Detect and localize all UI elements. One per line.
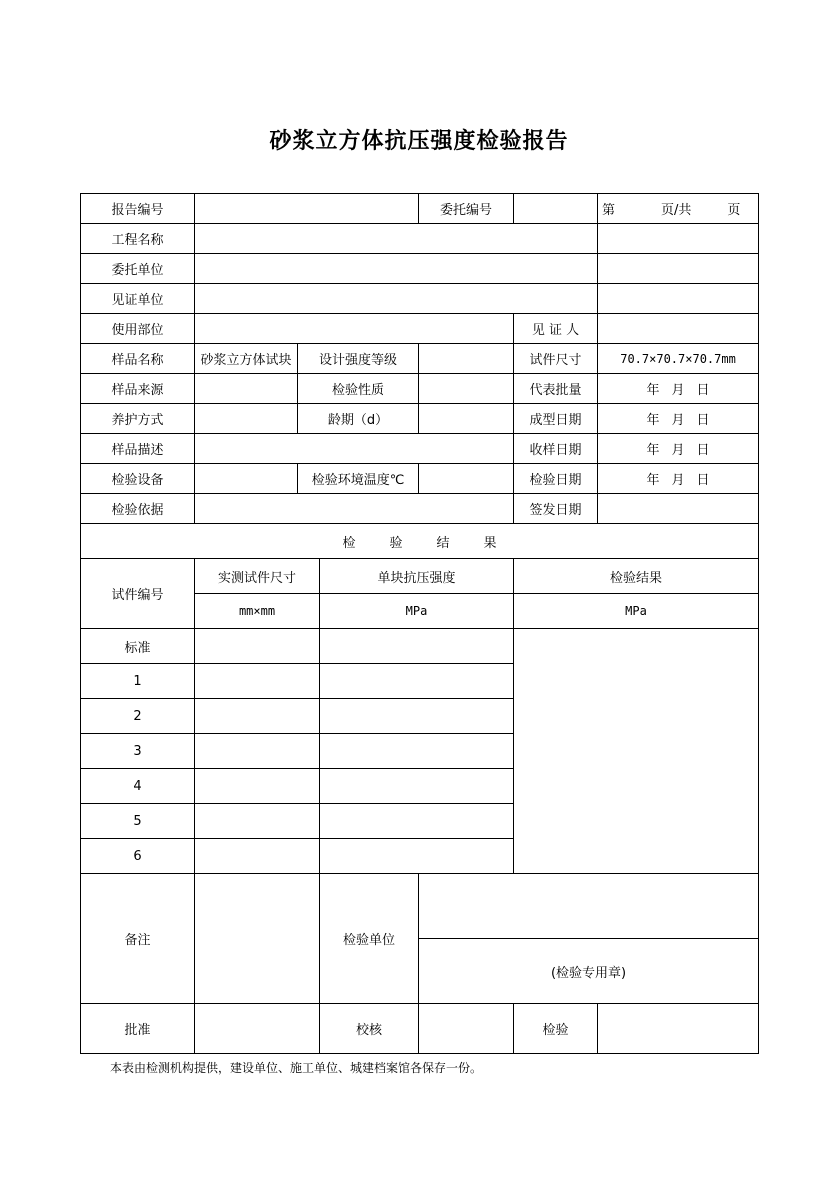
report-table bbox=[80, 193, 759, 1054]
label-review: 校核 bbox=[320, 1004, 419, 1054]
cell-strength[interactable] bbox=[320, 769, 514, 804]
cell-measured-size[interactable] bbox=[195, 734, 320, 769]
row-use-location bbox=[81, 314, 759, 344]
field-remarks[interactable] bbox=[195, 874, 320, 1004]
row-sample-name bbox=[81, 344, 759, 374]
label-sample-source: 样品来源 bbox=[81, 374, 195, 404]
page-ye: 页 bbox=[727, 203, 741, 218]
row-client-unit bbox=[81, 254, 759, 284]
year-label: 年 bbox=[646, 473, 660, 488]
row-curing bbox=[81, 404, 759, 434]
label-env-temp: 检验环境温度℃ bbox=[298, 464, 419, 494]
results-title-char: 验 bbox=[389, 535, 403, 551]
cell-strength[interactable] bbox=[320, 839, 514, 874]
label-forming-date: 成型日期 bbox=[514, 404, 598, 434]
cell-strength[interactable] bbox=[320, 664, 514, 699]
label-report-no: 报告编号 bbox=[81, 194, 195, 224]
field-witness-person[interactable] bbox=[598, 314, 759, 344]
label-batch: 代表批量 bbox=[514, 374, 598, 404]
label-use-location: 使用部位 bbox=[81, 314, 195, 344]
row-project-name bbox=[81, 224, 759, 254]
label-witness-person: 见 证 人 bbox=[514, 314, 598, 344]
field-review[interactable] bbox=[419, 1004, 514, 1054]
field-test-nature[interactable] bbox=[419, 374, 514, 404]
label-basis: 检验依据 bbox=[81, 494, 195, 524]
field-approve[interactable] bbox=[195, 1004, 320, 1054]
day-label: 日 bbox=[696, 473, 710, 488]
field-design-grade[interactable] bbox=[419, 344, 514, 374]
field-project-name[interactable] bbox=[195, 224, 598, 254]
cell-measured-size[interactable] bbox=[195, 629, 320, 664]
results-section-title bbox=[81, 524, 759, 559]
row-label: 1 bbox=[81, 664, 195, 699]
field-inspect[interactable] bbox=[598, 1004, 759, 1054]
field-report-no[interactable] bbox=[195, 194, 419, 224]
row-signatures bbox=[81, 1004, 759, 1054]
label-specimen-size: 试件尺寸 bbox=[514, 344, 598, 374]
row-remarks-top bbox=[81, 874, 759, 939]
label-equipment: 检验设备 bbox=[81, 464, 195, 494]
table-row bbox=[81, 629, 759, 664]
label-curing: 养护方式 bbox=[81, 404, 195, 434]
cell-strength[interactable] bbox=[320, 804, 514, 839]
label-remarks: 备注 bbox=[81, 874, 195, 1004]
label-inspect: 检验 bbox=[514, 1004, 598, 1054]
month-label: 月 bbox=[671, 413, 685, 428]
value-sample-name: 砂浆立方体试块 bbox=[195, 344, 298, 374]
label-commission-no: 委托编号 bbox=[419, 194, 514, 224]
field-client-unit-extra[interactable] bbox=[598, 254, 759, 284]
label-sample-name: 样品名称 bbox=[81, 344, 195, 374]
col-measured-size: 实测试件尺寸 bbox=[195, 559, 320, 594]
row-label: 4 bbox=[81, 769, 195, 804]
field-sample-source[interactable] bbox=[195, 374, 298, 404]
field-receive-date[interactable] bbox=[598, 434, 759, 464]
field-client-unit[interactable] bbox=[195, 254, 598, 284]
row-equipment bbox=[81, 464, 759, 494]
cell-strength[interactable] bbox=[320, 734, 514, 769]
row-sample-desc bbox=[81, 434, 759, 464]
field-witness-unit[interactable] bbox=[195, 284, 598, 314]
label-age: 龄期（d） bbox=[298, 404, 419, 434]
cell-result[interactable] bbox=[514, 629, 759, 874]
year-label: 年 bbox=[646, 383, 660, 398]
label-project-name: 工程名称 bbox=[81, 224, 195, 254]
field-forming-date[interactable] bbox=[598, 404, 759, 434]
month-label: 月 bbox=[671, 473, 685, 488]
month-label: 月 bbox=[671, 383, 685, 398]
field-equipment[interactable] bbox=[195, 464, 298, 494]
label-sample-desc: 样品描述 bbox=[81, 434, 195, 464]
col-result: 检验结果 bbox=[514, 559, 759, 594]
row-sample-source bbox=[81, 374, 759, 404]
field-basis[interactable] bbox=[195, 494, 514, 524]
page-di: 第 bbox=[602, 203, 616, 218]
value-specimen-size: 70.7×70.7×70.7mm bbox=[598, 344, 759, 374]
field-project-name-extra[interactable] bbox=[598, 224, 759, 254]
day-label: 日 bbox=[696, 383, 710, 398]
field-env-temp[interactable] bbox=[419, 464, 514, 494]
row-label: 2 bbox=[81, 699, 195, 734]
label-test-date: 检验日期 bbox=[514, 464, 598, 494]
unit-size: mm×mm bbox=[195, 594, 320, 629]
row-report-no bbox=[81, 194, 759, 224]
test-seal-label: (检验专用章) bbox=[419, 939, 759, 1004]
row-basis bbox=[81, 494, 759, 524]
cell-strength[interactable] bbox=[320, 629, 514, 664]
cell-measured-size[interactable] bbox=[195, 699, 320, 734]
label-test-unit: 检验单位 bbox=[320, 874, 419, 1004]
footer-note: 本表由检测机构提供，建设单位、施工单位、城建档案馆各保存一份。 bbox=[110, 1061, 483, 1075]
row-results-header bbox=[81, 559, 759, 594]
label-receive-date: 收样日期 bbox=[514, 434, 598, 464]
cell-measured-size[interactable] bbox=[195, 664, 320, 699]
year-label: 年 bbox=[646, 413, 660, 428]
label-design-grade: 设计强度等级 bbox=[298, 344, 419, 374]
field-sample-desc[interactable] bbox=[195, 434, 514, 464]
row-label: 3 bbox=[81, 734, 195, 769]
field-test-unit[interactable] bbox=[419, 874, 759, 939]
row-label: 标准 bbox=[81, 629, 195, 664]
field-test-date[interactable] bbox=[598, 464, 759, 494]
results-title-char: 果 bbox=[483, 535, 497, 551]
month-label: 月 bbox=[671, 443, 685, 458]
field-commission-no[interactable] bbox=[514, 194, 598, 224]
field-issue-date[interactable] bbox=[598, 494, 759, 524]
cell-measured-size[interactable] bbox=[195, 769, 320, 804]
label-issue-date: 签发日期 bbox=[514, 494, 598, 524]
unit-strength: MPa bbox=[320, 594, 514, 629]
label-witness-unit: 见证单位 bbox=[81, 284, 195, 314]
year-label: 年 bbox=[646, 443, 660, 458]
cell-measured-size[interactable] bbox=[195, 804, 320, 839]
field-use-location[interactable] bbox=[195, 314, 514, 344]
row-label: 6 bbox=[81, 839, 195, 874]
row-label: 5 bbox=[81, 804, 195, 839]
day-label: 日 bbox=[696, 413, 710, 428]
label-client-unit: 委托单位 bbox=[81, 254, 195, 284]
col-specimen-no: 试件编号 bbox=[81, 559, 195, 629]
field-witness-unit-extra[interactable] bbox=[598, 284, 759, 314]
day-label: 日 bbox=[696, 443, 710, 458]
row-results-title bbox=[81, 524, 759, 559]
field-batch-date[interactable] bbox=[598, 374, 759, 404]
results-title-char: 检 bbox=[342, 535, 356, 551]
label-test-nature: 检验性质 bbox=[298, 374, 419, 404]
page-ye-gong: 页/共 bbox=[661, 203, 692, 218]
results-title-char: 结 bbox=[436, 535, 450, 551]
unit-result: MPa bbox=[514, 594, 759, 629]
row-witness-unit bbox=[81, 284, 759, 314]
label-approve: 批准 bbox=[81, 1004, 195, 1054]
field-age[interactable] bbox=[419, 404, 514, 434]
field-curing[interactable] bbox=[195, 404, 298, 434]
col-strength: 单块抗压强度 bbox=[320, 559, 514, 594]
page-number-cell[interactable] bbox=[598, 194, 759, 224]
cell-strength[interactable] bbox=[320, 699, 514, 734]
page-title: 砂浆立方体抗压强度检验报告 bbox=[269, 129, 569, 154]
cell-measured-size[interactable] bbox=[195, 839, 320, 874]
